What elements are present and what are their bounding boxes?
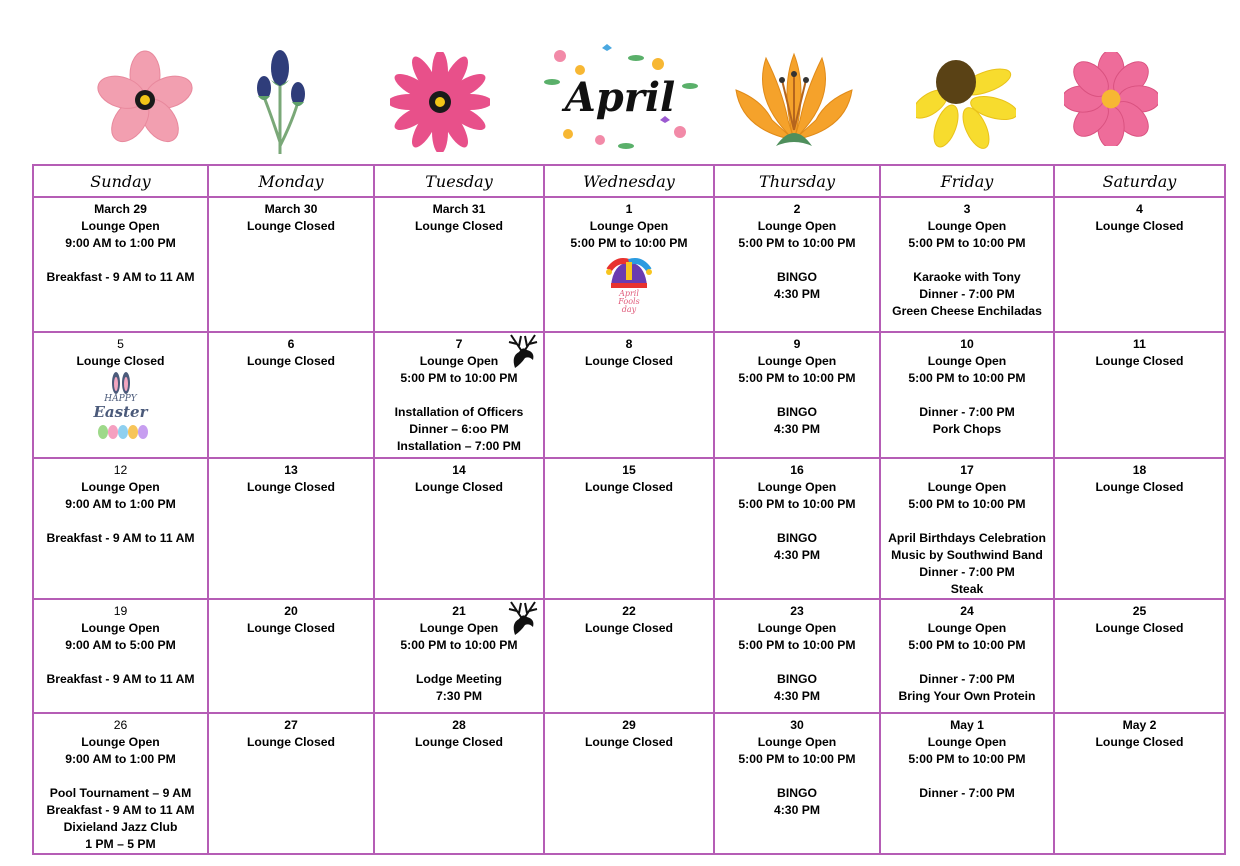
day-cell — [374, 332, 544, 458]
day-event-line: 5:00 PM to 10:00 PM — [738, 638, 856, 652]
day-event-line — [34, 252, 207, 269]
day-event-line — [715, 654, 879, 671]
day-event-line: 1 PM – 5 PM — [85, 837, 156, 851]
day-event-line: Lounge Open — [81, 735, 160, 749]
day-event-line: 9:00 AM to 5:00 PM — [65, 638, 176, 652]
day-cell — [1054, 197, 1225, 332]
day-event-line: 5:00 PM to 10:00 PM — [738, 236, 856, 250]
header-decorations — [0, 0, 1240, 160]
day-event-line: Dinner - 7:00 PM — [919, 405, 1015, 419]
day-cell — [714, 332, 880, 458]
day-cell — [544, 599, 714, 713]
day-cell — [33, 599, 208, 713]
day-event-line: Karaoke with Tony — [913, 270, 1021, 284]
day-event-line: Pork Chops — [932, 422, 1002, 436]
day-event-line: Lounge Closed — [584, 480, 674, 494]
day-event-line: Bring Your Own Protein — [898, 689, 1036, 703]
day-cell — [880, 332, 1054, 458]
day-cell-content — [34, 600, 207, 712]
day-cell — [374, 599, 544, 713]
day-event-line: Dinner - 7:00 PM — [919, 287, 1015, 301]
day-event-line — [375, 387, 543, 404]
day-event-line: 9:00 AM to 1:00 PM — [65, 752, 176, 766]
day-event-line: Breakfast - 9 AM to 11 AM — [46, 270, 195, 284]
day-event-line: Lounge Open — [419, 621, 499, 635]
day-cell — [880, 713, 1054, 854]
day-event-line: 4:30 PM — [773, 422, 821, 436]
day-cell-content — [715, 600, 879, 712]
day-event-line: 4:30 PM — [773, 287, 821, 301]
day-event-line: Dinner - 7:00 PM — [919, 565, 1015, 579]
day-event-line: 4:30 PM — [773, 548, 821, 562]
day-cell — [374, 197, 544, 332]
day-event-line — [715, 768, 879, 785]
day-event-line: Lounge Closed — [246, 354, 336, 368]
day-event-line — [715, 513, 879, 530]
day-event-line: 5:00 PM to 10:00 PM — [908, 752, 1026, 766]
day-date: 19 — [113, 604, 128, 618]
day-event-line: Lounge Open — [927, 621, 1007, 635]
day-date: 1 — [625, 202, 633, 216]
day-cell — [544, 458, 714, 599]
day-event-line: Installation – 7:00 PM — [397, 439, 521, 453]
day-event-line: 9:00 AM to 1:00 PM — [65, 236, 176, 250]
day-event-line: 5:00 PM to 10:00 PM — [738, 371, 856, 385]
day-cell — [208, 458, 374, 599]
day-event-line: 5:00 PM to 10:00 PM — [400, 371, 518, 385]
day-event-line: Dinner – 6:oo PM — [409, 422, 509, 436]
day-cell-content — [1055, 600, 1224, 712]
weekday-monday: Monday — [208, 165, 374, 197]
day-event-line: April Birthdays Celebration — [888, 531, 1046, 545]
day-event-line — [715, 252, 879, 269]
day-event-line: Lounge Open — [81, 219, 160, 233]
day-event-line: Lounge Closed — [246, 735, 336, 749]
day-event-line — [715, 387, 879, 404]
day-cell — [880, 599, 1054, 713]
day-event-line: Lounge Closed — [414, 219, 504, 233]
day-event-line: BINGO — [777, 270, 817, 284]
day-date: 6 — [287, 337, 295, 351]
day-event-line: Dixieland Jazz Club — [63, 820, 178, 834]
day-date: 28 — [452, 718, 466, 732]
day-cell — [1054, 713, 1225, 854]
day-event-line: Lounge Closed — [246, 219, 336, 233]
day-cell-content — [1055, 333, 1224, 457]
april-fools-text: day — [621, 305, 637, 314]
day-cell — [374, 713, 544, 854]
pink-flower-icon — [95, 48, 195, 152]
day-event-line: 7:30 PM — [435, 689, 483, 703]
day-event-line: Lounge Closed — [1095, 219, 1184, 233]
day-event-line: 5:00 PM to 10:00 PM — [908, 638, 1026, 652]
day-event-line: Lounge Open — [757, 219, 837, 233]
day-date: 12 — [113, 463, 128, 477]
day-event-line — [375, 654, 543, 671]
day-cell-content — [34, 714, 207, 853]
day-cell — [208, 599, 374, 713]
day-cell-content — [375, 459, 543, 598]
day-event-line: Lounge Closed — [414, 735, 504, 749]
day-event-line — [881, 387, 1053, 404]
day-event-line: Pool Tournament – 9 AM — [49, 786, 192, 800]
day-event-line: Dinner - 7:00 PM — [919, 672, 1015, 686]
day-date: March 30 — [264, 202, 318, 216]
day-date: 11 — [1133, 337, 1146, 351]
day-cell — [33, 713, 208, 854]
day-cell — [208, 713, 374, 854]
day-cell — [1054, 332, 1225, 458]
day-cell-content — [209, 198, 373, 331]
day-event-line: BINGO — [777, 672, 817, 686]
day-event-line: 5:00 PM to 10:00 PM — [570, 236, 688, 250]
day-cell-content — [375, 333, 543, 457]
day-event-line — [34, 654, 207, 671]
day-event-line: Lounge Closed — [584, 354, 674, 368]
day-date: 5 — [117, 337, 124, 351]
day-cell — [880, 197, 1054, 332]
day-event-line: 5:00 PM to 10:00 PM — [738, 497, 856, 511]
day-date: 14 — [452, 463, 466, 477]
day-date: 20 — [284, 604, 298, 618]
day-date: 30 — [790, 718, 804, 732]
day-cell-content — [881, 198, 1053, 331]
day-date: 2 — [793, 202, 801, 216]
day-cell-content — [545, 459, 713, 598]
blue-buds-icon — [250, 42, 310, 158]
day-event-line: 4:30 PM — [773, 803, 821, 817]
happy-easter-text: HAPPY — [104, 394, 137, 404]
day-cell — [33, 458, 208, 599]
day-cell — [544, 197, 714, 332]
day-event-line: Breakfast - 9 AM to 11 AM — [46, 803, 195, 817]
day-cell — [714, 197, 880, 332]
day-cell-content — [1055, 714, 1224, 853]
day-cell-content — [375, 714, 543, 853]
day-event-line: Lounge Closed — [1095, 735, 1184, 749]
day-cell — [544, 332, 714, 458]
yellow-coneflower-icon — [916, 52, 1016, 152]
day-date: March 29 — [94, 202, 147, 216]
weekday-wednesday: Wednesday — [544, 165, 714, 197]
day-cell — [714, 599, 880, 713]
day-event-line: Lounge Open — [757, 735, 837, 749]
weekday-header-row — [33, 165, 1225, 197]
day-event-line: Steak — [950, 582, 984, 596]
elk-head-icon — [505, 334, 539, 370]
day-event-line: BINGO — [777, 405, 817, 419]
jester-hat-icon — [545, 256, 713, 314]
day-cell-content — [881, 600, 1053, 712]
day-event-line: Installation of Officers — [394, 405, 524, 419]
day-event-line: Lounge Closed — [246, 621, 336, 635]
day-event-line — [881, 654, 1053, 671]
week-row — [33, 197, 1225, 332]
day-date: 18 — [1132, 463, 1147, 477]
day-event-line — [34, 768, 207, 785]
day-cell-content — [545, 714, 713, 853]
day-event-line: 5:00 PM to 10:00 PM — [908, 236, 1026, 250]
day-event-line: Lounge Closed — [584, 735, 674, 749]
day-cell-content — [715, 333, 879, 457]
day-cell-content — [715, 198, 879, 331]
day-cell-content — [1055, 459, 1224, 598]
week-row — [33, 332, 1225, 458]
day-cell-content — [715, 714, 879, 853]
day-event-line: Lounge Open — [757, 621, 837, 635]
week-row — [33, 599, 1225, 713]
day-event-line — [881, 252, 1053, 269]
day-event-line: BINGO — [777, 531, 817, 545]
weekday-friday: Friday — [880, 165, 1054, 197]
day-date: 25 — [1132, 604, 1147, 618]
orange-lily-icon — [732, 50, 856, 150]
day-cell-content — [375, 600, 543, 712]
day-event-line: Green Cheese Enchiladas — [892, 304, 1042, 318]
april-title: April — [564, 74, 676, 121]
day-date: 21 — [452, 604, 466, 618]
day-date: 7 — [455, 337, 463, 351]
day-date: 17 — [960, 463, 974, 477]
day-event-line: Lounge Closed — [1095, 480, 1184, 494]
day-date: 9 — [793, 337, 801, 351]
day-event-line: BINGO — [777, 786, 817, 800]
day-event-line: 5:00 PM to 10:00 PM — [400, 638, 518, 652]
day-event-line: Lounge Open — [927, 354, 1007, 368]
day-cell-content — [375, 198, 543, 331]
day-event-line: 5:00 PM to 10:00 PM — [738, 752, 856, 766]
day-cell — [33, 332, 208, 458]
day-date: 4 — [1136, 202, 1143, 216]
week-row — [33, 713, 1225, 854]
day-date: 24 — [960, 604, 974, 618]
day-cell — [33, 197, 208, 332]
happy-easter-text: Easter — [93, 403, 148, 421]
day-event-line: Lounge Open — [81, 480, 160, 494]
weekday-saturday: Saturday — [1054, 165, 1225, 197]
magenta-daisy-icon — [390, 52, 490, 152]
day-date: May 2 — [1122, 718, 1157, 732]
day-cell-content — [34, 333, 207, 457]
calendar-grid — [32, 164, 1226, 855]
day-cell-content — [881, 333, 1053, 457]
day-cell — [1054, 599, 1225, 713]
day-cell-content — [209, 714, 373, 853]
weekday-thursday: Thursday — [714, 165, 880, 197]
day-event-line: Music by Southwind Band — [891, 548, 1043, 562]
day-event-line: Lounge Closed — [76, 354, 165, 368]
day-event-line: Lounge Closed — [414, 480, 504, 494]
april-fools-text: Fools — [618, 297, 640, 306]
day-event-line: Breakfast - 9 AM to 11 AM — [46, 672, 195, 686]
day-event-line: 5:00 PM to 10:00 PM — [908, 497, 1026, 511]
day-event-line: Lounge Open — [589, 219, 669, 233]
day-cell-content — [545, 600, 713, 712]
day-cell-content — [881, 714, 1053, 853]
day-cell — [374, 458, 544, 599]
day-event-line — [881, 768, 1053, 785]
day-event-line: Lounge Open — [927, 219, 1007, 233]
day-cell-content — [715, 459, 879, 598]
day-event-line — [881, 513, 1053, 530]
day-event-line — [34, 513, 207, 530]
day-date: 16 — [790, 463, 804, 477]
day-cell-content — [209, 333, 373, 457]
day-event-line: Dinner - 7:00 PM — [919, 786, 1015, 800]
day-cell-content — [34, 459, 207, 598]
day-cell-content — [34, 198, 207, 331]
day-date: 22 — [622, 604, 636, 618]
pink-cosmos-icon — [1064, 52, 1158, 146]
day-event-line: Lodge Meeting — [416, 672, 502, 686]
weekday-tuesday: Tuesday — [374, 165, 544, 197]
day-date: May 1 — [950, 718, 984, 732]
day-date: 3 — [963, 202, 971, 216]
day-event-line: Lounge Closed — [584, 621, 674, 635]
day-cell-content — [1055, 198, 1224, 331]
day-cell — [714, 458, 880, 599]
day-event-line: Lounge Open — [927, 480, 1007, 494]
day-date: 23 — [790, 604, 804, 618]
day-cell-content — [881, 459, 1053, 598]
day-date: March 31 — [432, 202, 486, 216]
day-event-line: Lounge Open — [927, 735, 1007, 749]
day-event-line: Lounge Closed — [246, 480, 336, 494]
day-event-line: Lounge Closed — [1095, 621, 1184, 635]
april-title-art — [540, 42, 700, 158]
day-event-line: Lounge Open — [757, 354, 837, 368]
day-cell-content — [209, 459, 373, 598]
week-row — [33, 458, 1225, 599]
day-event-line: Lounge Closed — [1095, 354, 1184, 368]
weekday-sunday: Sunday — [33, 165, 208, 197]
day-event-line: Lounge Open — [757, 480, 837, 494]
day-cell — [880, 458, 1054, 599]
day-cell-content — [545, 198, 713, 331]
day-cell — [208, 332, 374, 458]
day-event-line: 4:30 PM — [773, 689, 821, 703]
day-date: 8 — [625, 337, 633, 351]
day-date: 15 — [622, 463, 636, 477]
day-date: 29 — [622, 718, 636, 732]
day-event-line: Lounge Open — [419, 354, 499, 368]
day-date: 10 — [960, 337, 974, 351]
day-date: 13 — [284, 463, 298, 477]
day-event-line: Lounge Open — [81, 621, 160, 635]
day-date: 27 — [284, 718, 298, 732]
day-cell-content — [545, 333, 713, 457]
day-event-line: 5:00 PM to 10:00 PM — [908, 371, 1026, 385]
day-cell — [714, 713, 880, 854]
day-cell — [544, 713, 714, 854]
april-fools-text: April — [619, 289, 639, 298]
day-cell-content — [209, 600, 373, 712]
day-cell — [208, 197, 374, 332]
elk-head-icon — [505, 601, 539, 637]
happy-easter-icon — [34, 372, 207, 443]
day-event-line: Breakfast - 9 AM to 11 AM — [46, 531, 195, 545]
day-cell — [1054, 458, 1225, 599]
day-date: 26 — [113, 718, 128, 732]
day-event-line: 9:00 AM to 1:00 PM — [65, 497, 176, 511]
